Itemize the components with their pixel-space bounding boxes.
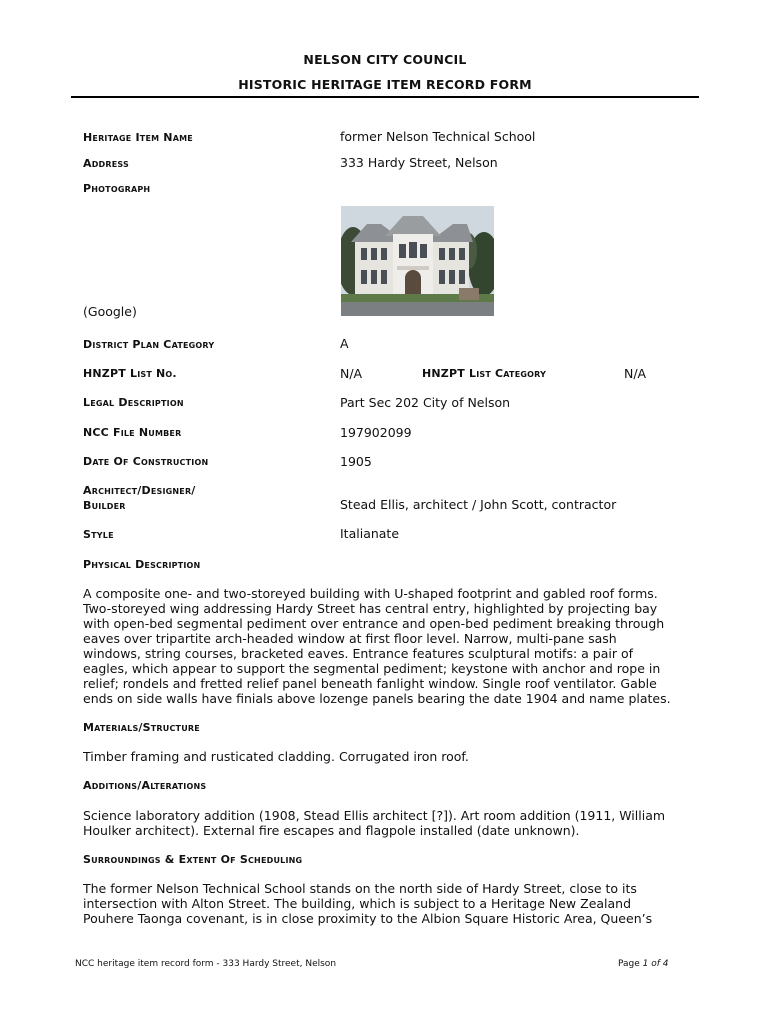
- page-count: 1 of 4: [642, 959, 669, 969]
- style-value: Italianate: [340, 526, 400, 541]
- district-plan-category-label: District Plan Category: [83, 338, 215, 351]
- text-line: windows, string courses, bracketed eaves. Entrance features sculptural motifs: a pair of: [83, 646, 634, 661]
- photograph-label: Photograph: [83, 182, 151, 195]
- address-label: Address: [83, 157, 129, 170]
- council-name: NELSON CITY COUNCIL: [303, 52, 467, 67]
- form-title: HISTORIC HERITAGE ITEM RECORD FORM: [238, 77, 532, 92]
- architect-label-line2: Builder: [83, 499, 126, 512]
- text-line: Pouhere Taonga covenant, is in close proximity to the Albion Square Historic Area, Queen’s: [83, 911, 653, 926]
- address-value: 333 Hardy Street, Nelson: [340, 155, 498, 170]
- heritage-item-name-label: Heritage Item Name: [83, 131, 193, 144]
- heritage-item-name-value: former Nelson Technical School: [340, 129, 536, 144]
- additions-alterations-heading: Additions/Alterations: [83, 779, 207, 792]
- hnzpt-list-category-label: HNZPT List Category: [422, 367, 547, 380]
- ncc-file-number-value: 197902099: [340, 425, 412, 440]
- legal-description-value: Part Sec 202 City of Nelson: [340, 395, 511, 410]
- style-label: Style: [83, 528, 114, 541]
- date-of-construction-value: 1905: [340, 454, 372, 469]
- surroundings-text: [83, 881, 703, 926]
- date-of-construction-label: Date Of Construction: [83, 455, 209, 468]
- surroundings-heading: Surroundings & Extent Of Scheduling: [83, 853, 303, 866]
- architect-label-line1: Architect/Designer/: [83, 484, 196, 497]
- footer-document-title: NCC heritage item record form - 333 Hardy Street, Nelson: [75, 959, 337, 969]
- physical-description-heading: Physical Description: [83, 558, 201, 571]
- hnzpt-list-category-value: N/A: [624, 366, 647, 381]
- header-rule: [71, 96, 699, 98]
- ncc-file-number-label: NCC File Number: [83, 426, 182, 439]
- materials-structure-text: Timber framing and rusticated cladding. Corrugated iron roof.: [83, 749, 469, 764]
- text-line: A composite one- and two-storeyed building with U-shaped footprint and gabled roof forms.: [83, 586, 658, 601]
- hnzpt-list-no-label: HNZPT List No.: [83, 367, 177, 380]
- additions-alterations-text: [83, 808, 703, 838]
- text-line: The former Nelson Technical School stands on the north side of Hardy Street, close to its: [83, 881, 637, 896]
- text-line: eagles, which appear to support the segmental pediment; keystone with anchor and rope in: [83, 661, 661, 676]
- text-line: ends on side walls have finials above lozenge panels bearing the date 1904 and name plates.: [83, 691, 671, 706]
- materials-structure-heading: Materials/Structure: [83, 721, 200, 734]
- page-prefix: Page: [618, 959, 643, 969]
- hnzpt-list-no-value: N/A: [340, 366, 363, 381]
- text-line: intersection with Alton Street. The building, which is subject to a Heritage New Zealand: [83, 896, 632, 911]
- text-line: relief; rondels and fretted relief panel beneath fanlight window. Single roof ventilator. Gable: [83, 676, 657, 691]
- legal-description-label: Legal Description: [83, 396, 184, 409]
- footer-page-number: [618, 959, 669, 969]
- text-line: eaves over tripartite arch-headed window at first floor level. Narrow, multi-pane sash: [83, 631, 617, 646]
- text-line: with open-bed segmental pediment over entrance and open-bed pediment breaking through: [83, 616, 665, 631]
- text-line: Two-storeyed wing addressing Hardy Street has central entry, highlighted by projecting bay: [83, 601, 658, 616]
- district-plan-category-value: A: [340, 336, 349, 351]
- text-line: Houlker architect). External fire escapes and flagpole installed (date unknown).: [83, 823, 580, 838]
- architect-value: Stead Ellis, architect / John Scott, contractor: [340, 497, 617, 512]
- text-line: Science laboratory addition (1908, Stead Ellis architect [?]). Art room addition (1911, William: [83, 808, 666, 823]
- building-photograph: [341, 206, 494, 316]
- photo-credit: (Google): [83, 304, 137, 319]
- physical-description-text: [83, 586, 703, 706]
